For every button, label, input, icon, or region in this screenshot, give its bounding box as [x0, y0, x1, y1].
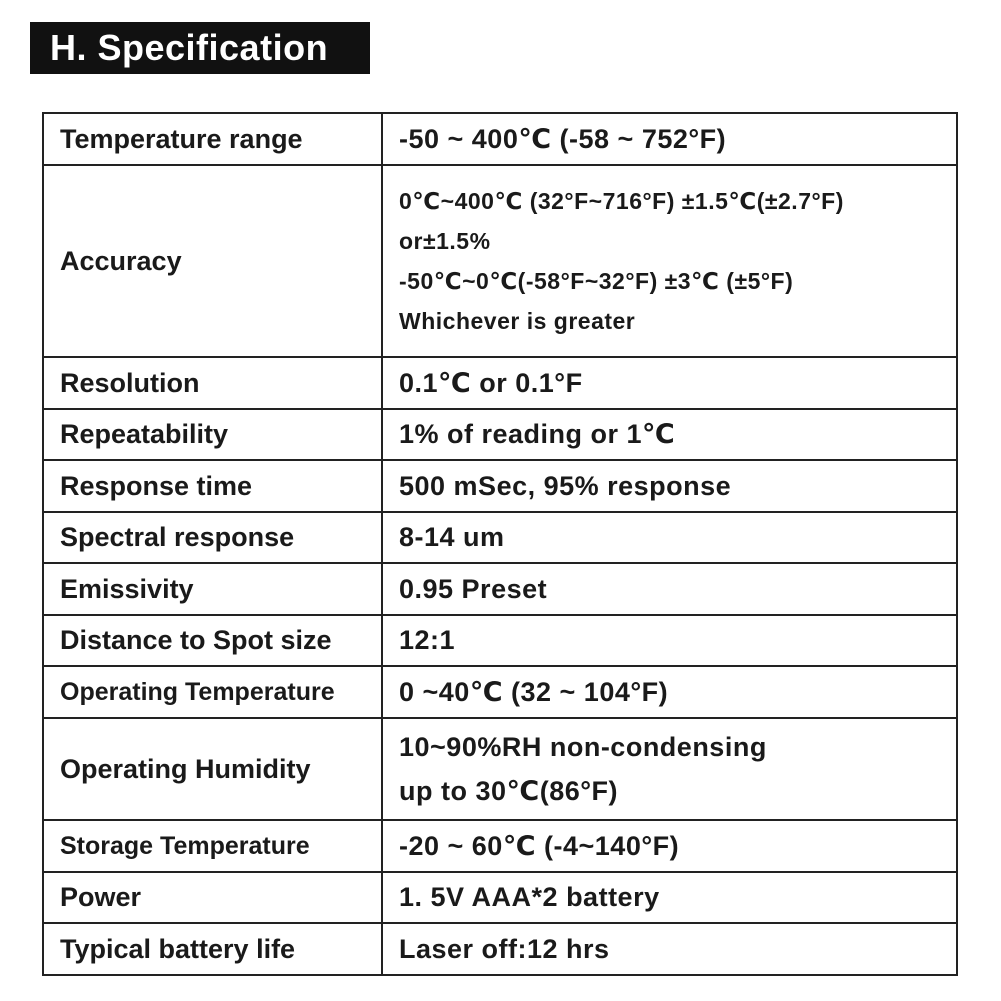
row-value: Laser off:12 hrs: [382, 923, 957, 975]
row-value: 0.1℃ or 0.1°F: [382, 357, 957, 409]
row-label: Spectral response: [43, 512, 382, 563]
table-row: [43, 820, 957, 872]
row-label: Temperature range: [43, 113, 382, 165]
section-heading: H. Specification: [30, 22, 370, 74]
specification-table: [42, 112, 958, 976]
row-label: Power: [43, 872, 382, 923]
accuracy-line: or±1.5%: [399, 228, 491, 254]
row-value: 12:1: [382, 615, 957, 666]
row-label: Distance to Spot size: [43, 615, 382, 666]
row-label: Response time: [43, 460, 382, 512]
accuracy-line: 0℃~400℃ (32°F~716°F) ±1.5℃(±2.7°F): [399, 188, 844, 214]
row-value: 8-14 um: [382, 512, 957, 563]
table-row: [43, 923, 957, 975]
accuracy-line: Whichever is greater: [399, 308, 636, 334]
row-value: [382, 165, 957, 357]
row-value: 1. 5V AAA*2 battery: [382, 872, 957, 923]
row-label: Typical battery life: [43, 923, 382, 975]
humidity-line: 10~90%RH non-condensing: [399, 732, 767, 762]
table-row: [43, 460, 957, 512]
row-label: Resolution: [43, 357, 382, 409]
row-value: 0 ~40℃ (32 ~ 104°F): [382, 666, 957, 718]
accuracy-line: -50℃~0℃(-58°F~32°F) ±3℃ (±5°F): [399, 268, 794, 294]
table-row: [43, 563, 957, 615]
row-label: Operating Temperature: [43, 666, 382, 718]
row-label: Storage Temperature: [43, 820, 382, 872]
table-row: [43, 872, 957, 923]
row-label: Repeatability: [43, 409, 382, 460]
row-label: Accuracy: [43, 165, 382, 357]
row-label: Operating Humidity: [43, 718, 382, 820]
table-row: [43, 409, 957, 460]
row-label: Emissivity: [43, 563, 382, 615]
table-row: [43, 357, 957, 409]
humidity-line: up to 30℃(86°F): [399, 776, 619, 806]
row-value: 1% of reading or 1℃: [382, 409, 957, 460]
table-row: [43, 718, 957, 820]
row-value: -20 ~ 60℃ (-4~140°F): [382, 820, 957, 872]
table-row: [43, 165, 957, 357]
table-row: [43, 113, 957, 165]
row-value: 0.95 Preset: [382, 563, 957, 615]
row-value: 500 mSec, 95% response: [382, 460, 957, 512]
table-row: [43, 615, 957, 666]
row-value: [382, 718, 957, 820]
table-row: [43, 666, 957, 718]
table-row: [43, 512, 957, 563]
row-value: -50 ~ 400℃ (-58 ~ 752°F): [382, 113, 957, 165]
